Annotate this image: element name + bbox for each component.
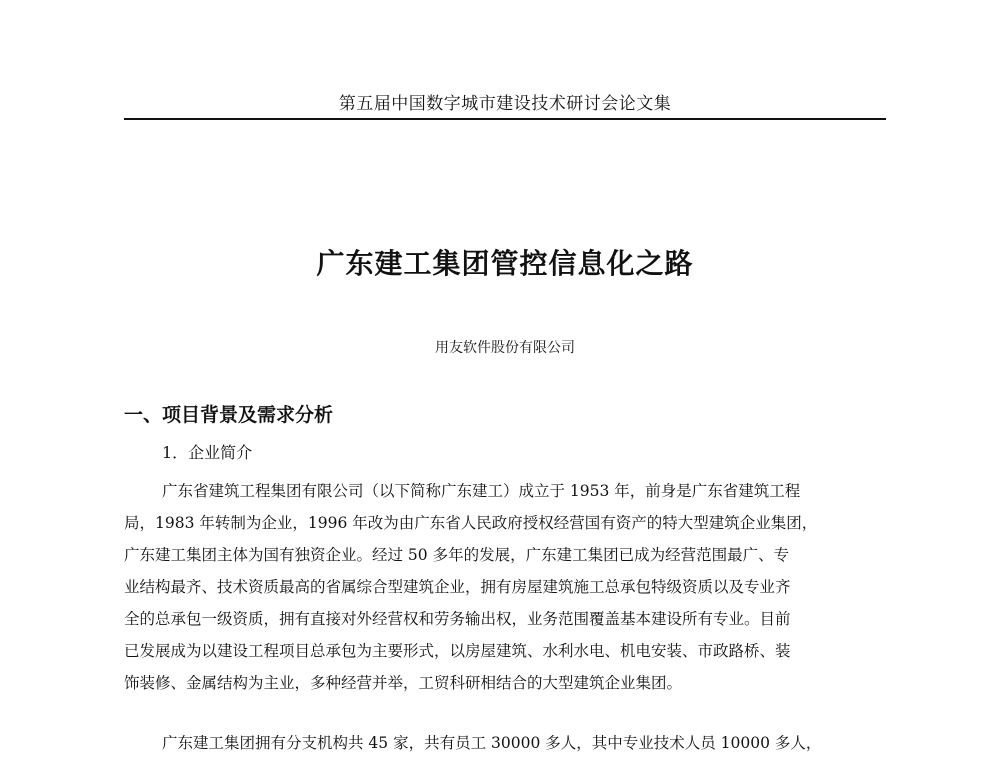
body-paragraph bbox=[124, 727, 886, 759]
paragraph-line: 全的总承包一级资质，拥有直接对外经营权和劳务输出权，业务范围覆盖基本建设所有专业。目前 bbox=[124, 610, 791, 628]
paragraph-line: 广东建工集团主体为国有独资企业。经过 50 多年的发展，广东建工集团已成为经营范围最广、专 bbox=[124, 546, 790, 564]
paragraph-line: 局，1983 年转制为企业，1996 年改为由广东省人民政府授权经营国有资产的特大型建筑企业集团， bbox=[124, 514, 818, 532]
paragraph-line: 饰装修、金属结构为主业，多种经营并举，工贸科研相结合的大型建筑企业集团。 bbox=[124, 674, 683, 692]
body-paragraph bbox=[124, 475, 886, 699]
paragraph-line: 广东省建筑工程集团有限公司（以下简称广东建工）成立于 1953 年，前身是广东省建筑工程 bbox=[162, 482, 801, 500]
paragraph-line: 广东建工集团拥有分支机构共 45 家，共有员工 30000 多人，其中专业技术人员 10000 多人， bbox=[162, 734, 822, 752]
header-rule bbox=[124, 118, 886, 120]
running-header: 第五届中国数字城市建设技术研讨会论文集 bbox=[338, 94, 672, 114]
document-title: 广东建工集团管控信息化之路 bbox=[316, 247, 694, 280]
section-heading: 一、项目背景及需求分析 bbox=[124, 404, 334, 426]
subsection-heading: 1．企业简介 bbox=[162, 443, 253, 462]
paragraph-line: 已发展成为以建设工程项目总承包为主要形式，以房屋建筑、水利水电、机电安装、市政路桥、装 bbox=[124, 642, 791, 660]
document-author: 用友软件股份有限公司 bbox=[435, 340, 575, 356]
paragraph-line: 业结构最齐、技术资质最高的省属综合型建筑企业，拥有房屋建筑施工总承包特级资质以及专业齐 bbox=[124, 578, 791, 596]
